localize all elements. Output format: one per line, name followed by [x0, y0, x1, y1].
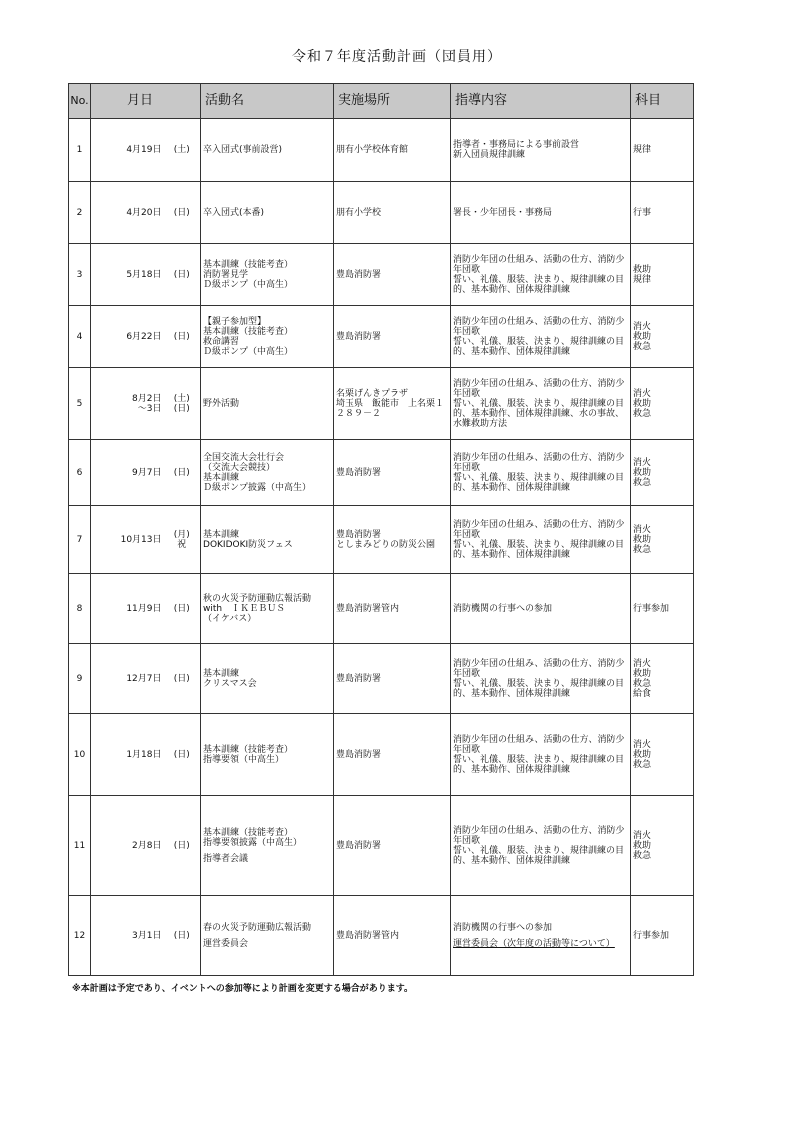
cell-guidance-line: 消防少年団の仕組み、活動の仕方、消防少年団歌 — [453, 254, 625, 275]
cell-activity-line: 秋の火災予防運動広報活動 — [203, 593, 312, 604]
cell-no: 8 — [69, 574, 91, 644]
cell-place-line: 豊島消防署 — [336, 840, 382, 851]
table-row — [69, 182, 694, 244]
cell-place — [334, 368, 451, 440]
cell-weekday: (日) — [164, 896, 201, 976]
cell-guidance-line: 消防少年団の仕組み、活動の仕方、消防少年団歌 — [453, 825, 625, 846]
cell-date: 1月18日 — [91, 714, 164, 796]
cell-activity — [201, 644, 334, 714]
cell-guidance — [451, 574, 631, 644]
cell-subject-line: 救急 — [633, 850, 652, 861]
cell-weekday: (日) — [164, 306, 201, 368]
cell-guidance — [451, 506, 631, 574]
cell-subject-line: 救急 — [633, 544, 652, 555]
cell-place-line: 豊島消防署管内 — [336, 930, 400, 941]
table-row — [69, 368, 694, 440]
cell-place — [334, 644, 451, 714]
cell-place-line: 豊島消防署 — [336, 749, 382, 760]
cell-subject-line: 救急 — [633, 678, 652, 689]
cell-subject-line: 救急 — [633, 408, 652, 419]
cell-guidance-line: 誓い、礼儀、服装、決まり、規律訓練の目的、基本動作、団体規律訓練 — [453, 678, 625, 699]
cell-activity-line: 指導要領（中高生） — [203, 754, 285, 765]
cell-activity-line: 運営委員会 — [203, 938, 249, 949]
cell-activity-line: 基本訓練 — [203, 668, 240, 679]
cell-place — [334, 714, 451, 796]
cell-activity-line: 野外活動 — [203, 398, 240, 409]
cell-date: 10月13日 — [91, 506, 164, 574]
cell-place — [334, 440, 451, 506]
cell-activity-line: 基本訓練（技能考査） — [203, 827, 294, 838]
cell-activity — [201, 368, 334, 440]
table-row — [69, 119, 694, 182]
cell-activity-line: 指導者会議 — [203, 853, 249, 864]
cell-subject — [631, 306, 694, 368]
cell-subject-line: 行事 — [633, 207, 652, 218]
cell-place-line: 豊島消防署 — [336, 529, 382, 540]
cell-activity-line: 消防署見学 — [203, 269, 249, 280]
cell-guidance-line: 運営委員会（次年度の活動等について） — [453, 938, 615, 949]
cell-subject-line: 救急 — [633, 477, 652, 488]
cell-no: 5 — [69, 368, 91, 440]
cell-subject-line: 規律 — [633, 274, 652, 285]
cell-place — [334, 119, 451, 182]
cell-weekday: (土) (日) — [164, 368, 201, 440]
cell-activity-line: 全国交流大会壮行会 — [203, 452, 285, 463]
cell-place-line: 豊島消防署管内 — [336, 603, 400, 614]
cell-subject-line: 救助 — [633, 331, 652, 342]
cell-date: 3月1日 — [91, 896, 164, 976]
cell-date: 11月9日 — [91, 574, 164, 644]
cell-guidance-line: 消防少年団の仕組み、活動の仕方、消防少年団歌 — [453, 658, 625, 679]
cell-subject — [631, 574, 694, 644]
cell-place-line: 埼玉県 飯能市 上名栗１２８９－２ — [336, 398, 445, 419]
cell-subject-line: 消火 — [633, 658, 652, 669]
cell-activity — [201, 506, 334, 574]
cell-subject-line: 救助 — [633, 668, 652, 679]
cell-activity-line: 救命講習 — [203, 336, 240, 347]
cell-guidance-line: 消防少年団の仕組み、活動の仕方、消防少年団歌 — [453, 452, 625, 473]
cell-subject-line: 消火 — [633, 457, 652, 468]
table-row — [69, 306, 694, 368]
cell-activity-line: 基本訓練（技能考査） — [203, 326, 294, 337]
header-place: 実施場所 — [334, 84, 451, 119]
cell-guidance-line: 誓い、礼儀、服装、決まり、規律訓練の目的、基本動作、団体規律訓練 — [453, 539, 625, 560]
cell-no: 6 — [69, 440, 91, 506]
cell-guidance-line: 消防少年団の仕組み、活動の仕方、消防少年団歌 — [453, 734, 625, 755]
cell-subject-line: 救急 — [633, 341, 652, 352]
cell-weekday: (日) — [164, 182, 201, 244]
cell-guidance — [451, 714, 631, 796]
cell-subject — [631, 644, 694, 714]
cell-no: 11 — [69, 796, 91, 896]
footnote: ※本計画は予定であり、イベントへの参加等により計画を変更する場合があります。 — [72, 984, 414, 994]
page-title: 令和７年度活動計画（団員用） — [292, 49, 502, 65]
cell-guidance — [451, 644, 631, 714]
table-row — [69, 896, 694, 976]
cell-no: 9 — [69, 644, 91, 714]
cell-activity-line: クリスマス会 — [203, 678, 257, 689]
cell-activity-line: DOKIDOKI防災フェス — [203, 539, 293, 550]
cell-subject-line: 行事参加 — [633, 603, 670, 614]
header-no: No. — [69, 84, 91, 119]
cell-subject — [631, 440, 694, 506]
header-activity: 活動名 — [201, 84, 334, 119]
table-row — [69, 506, 694, 574]
cell-no: 7 — [69, 506, 91, 574]
table-row — [69, 796, 694, 896]
cell-place — [334, 506, 451, 574]
cell-activity-line: with ＩＫＥＢＵＳ — [203, 603, 286, 614]
table-row — [69, 574, 694, 644]
cell-guidance-line: 署長・少年団長・事務局 — [453, 207, 553, 218]
cell-place — [334, 182, 451, 244]
cell-no: 4 — [69, 306, 91, 368]
cell-activity-line: 春の火災予防運動広報活動 — [203, 922, 312, 933]
cell-place-line: 名栗げんきプラザ — [336, 388, 409, 399]
cell-guidance-line: 誓い、礼儀、服装、決まり、規律訓練の目的、基本動作、団体規律訓練、水の事故、水難救助方法 — [453, 398, 625, 429]
cell-date: 4月19日 — [91, 119, 164, 182]
table-row — [69, 714, 694, 796]
cell-activity — [201, 244, 334, 306]
cell-activity-line: 基本訓練（技能考査） — [203, 744, 294, 755]
cell-place-line: 朋有小学校体育館 — [336, 145, 409, 155]
cell-date: 12月7日 — [91, 644, 164, 714]
cell-weekday: (日) — [164, 714, 201, 796]
cell-place-line: 豊島消防署 — [336, 269, 382, 280]
cell-guidance-line: 誓い、礼儀、服装、決まり、規律訓練の目的、基本動作、団体規律訓練 — [453, 754, 625, 775]
cell-guidance-line: 誓い、礼儀、服装、決まり、規律訓練の目的、基本動作、団体規律訓練 — [453, 336, 625, 357]
cell-activity-line: Ｄ級ポンプ（中高生） — [203, 279, 294, 290]
cell-activity — [201, 714, 334, 796]
cell-subject-line: 救助 — [633, 467, 652, 478]
table-row — [69, 440, 694, 506]
cell-guidance-line: 誓い、礼儀、服装、決まり、規律訓練の目的、基本動作、団体規律訓練 — [453, 472, 625, 493]
cell-date: 2月8日 — [91, 796, 164, 896]
cell-subject-line: 給食 — [633, 688, 652, 699]
cell-subject-line: 救急 — [633, 759, 652, 770]
cell-weekday: (日) — [164, 796, 201, 896]
cell-weekday: (日) — [164, 440, 201, 506]
cell-place-line: 豊島消防署 — [336, 331, 382, 342]
cell-subject-line: 救助 — [633, 398, 652, 409]
cell-guidance-line: 消防機関の行事への参加 — [453, 922, 553, 933]
table-header-row — [69, 84, 694, 119]
cell-activity — [201, 796, 334, 896]
cell-activity-line: 【親子参加型】 — [203, 316, 267, 327]
cell-activity-line: 卒入団式(事前設営) — [203, 145, 283, 155]
cell-date: 8月2日 ～3日 — [91, 368, 164, 440]
cell-weekday: (日) — [164, 644, 201, 714]
cell-activity-line: 卒入団式(本番) — [203, 207, 265, 218]
cell-activity — [201, 574, 334, 644]
cell-guidance — [451, 440, 631, 506]
cell-no: 3 — [69, 244, 91, 306]
cell-activity — [201, 306, 334, 368]
cell-guidance — [451, 368, 631, 440]
cell-weekday: (日) — [164, 244, 201, 306]
cell-subject — [631, 244, 694, 306]
cell-guidance — [451, 244, 631, 306]
cell-subject-line: 行事参加 — [633, 930, 670, 941]
cell-subject — [631, 368, 694, 440]
table-row — [69, 244, 694, 306]
cell-activity-line: Ｄ級ポンプ披露（中高生） — [203, 482, 312, 493]
cell-guidance — [451, 119, 631, 182]
cell-guidance-line: 誓い、礼儀、服装、決まり、規律訓練の目的、基本動作、団体規律訓練 — [453, 274, 625, 295]
cell-no: 2 — [69, 182, 91, 244]
header-subject: 科目 — [631, 84, 694, 119]
cell-date: 4月20日 — [91, 182, 164, 244]
cell-activity — [201, 182, 334, 244]
cell-guidance — [451, 306, 631, 368]
cell-guidance-line: 新入団員規律訓練 — [453, 150, 526, 160]
cell-guidance-line: 消防機関の行事への参加 — [453, 603, 553, 614]
cell-place-line: としまみどりの防災公園 — [336, 539, 436, 550]
cell-weekday: (月) 祝 — [164, 506, 201, 574]
table-row — [69, 644, 694, 714]
cell-place-line: 豊島消防署 — [336, 673, 382, 684]
cell-subject — [631, 119, 694, 182]
cell-activity-line: 基本訓練（技能考査） — [203, 259, 294, 270]
cell-subject — [631, 896, 694, 976]
cell-subject — [631, 714, 694, 796]
cell-date: 6月22日 — [91, 306, 164, 368]
activity-plan-table — [68, 83, 694, 976]
cell-subject-line: 消火 — [633, 739, 652, 750]
cell-place — [334, 574, 451, 644]
cell-subject — [631, 796, 694, 896]
cell-guidance-line: 指導者・事務局による事前設営 — [453, 140, 580, 150]
cell-no: 1 — [69, 119, 91, 182]
cell-no: 10 — [69, 714, 91, 796]
cell-subject-line: 消火 — [633, 524, 652, 535]
cell-date: 9月7日 — [91, 440, 164, 506]
cell-subject-line: 消火 — [633, 321, 652, 332]
cell-date: 5月18日 — [91, 244, 164, 306]
cell-subject — [631, 506, 694, 574]
cell-subject-line: 救助 — [633, 840, 652, 851]
cell-activity — [201, 440, 334, 506]
cell-guidance-line: 消防少年団の仕組み、活動の仕方、消防少年団歌 — [453, 519, 625, 540]
cell-no: 12 — [69, 896, 91, 976]
cell-guidance-line: 消防少年団の仕組み、活動の仕方、消防少年団歌 — [453, 316, 625, 337]
header-date: 月日 — [91, 84, 201, 119]
cell-subject-line: 消火 — [633, 388, 652, 399]
cell-guidance-line: 誓い、礼儀、服装、決まり、規律訓練の目的、基本動作、団体規律訓練 — [453, 845, 625, 866]
header-guidance: 指導内容 — [451, 84, 631, 119]
cell-activity-line: 基本訓練 — [203, 472, 240, 483]
cell-subject-line: 救助 — [633, 534, 652, 545]
cell-guidance — [451, 182, 631, 244]
cell-subject-line: 消火 — [633, 830, 652, 841]
cell-activity-line: Ｄ級ポンプ（中高生） — [203, 346, 294, 357]
cell-place — [334, 306, 451, 368]
cell-activity — [201, 119, 334, 182]
cell-place-line: 豊島消防署 — [336, 467, 382, 478]
cell-place — [334, 796, 451, 896]
cell-activity-line: （イケバス） — [203, 613, 257, 624]
cell-subject — [631, 182, 694, 244]
cell-subject-line: 救助 — [633, 749, 652, 760]
cell-activity-line: （交流大会競技） — [203, 462, 276, 473]
cell-weekday: (土) — [164, 119, 201, 182]
cell-place — [334, 896, 451, 976]
cell-guidance — [451, 796, 631, 896]
cell-guidance — [451, 896, 631, 976]
cell-weekday: (日) — [164, 574, 201, 644]
cell-place-line: 朋有小学校 — [336, 207, 382, 218]
cell-activity — [201, 896, 334, 976]
cell-subject-line: 救助 — [633, 264, 652, 275]
cell-activity-line: 指導要領披露（中高生） — [203, 837, 303, 848]
cell-subject-line: 規律 — [633, 145, 652, 155]
cell-place — [334, 244, 451, 306]
cell-guidance-line: 消防少年団の仕組み、活動の仕方、消防少年団歌 — [453, 378, 625, 399]
cell-activity-line: 基本訓練 — [203, 529, 240, 540]
